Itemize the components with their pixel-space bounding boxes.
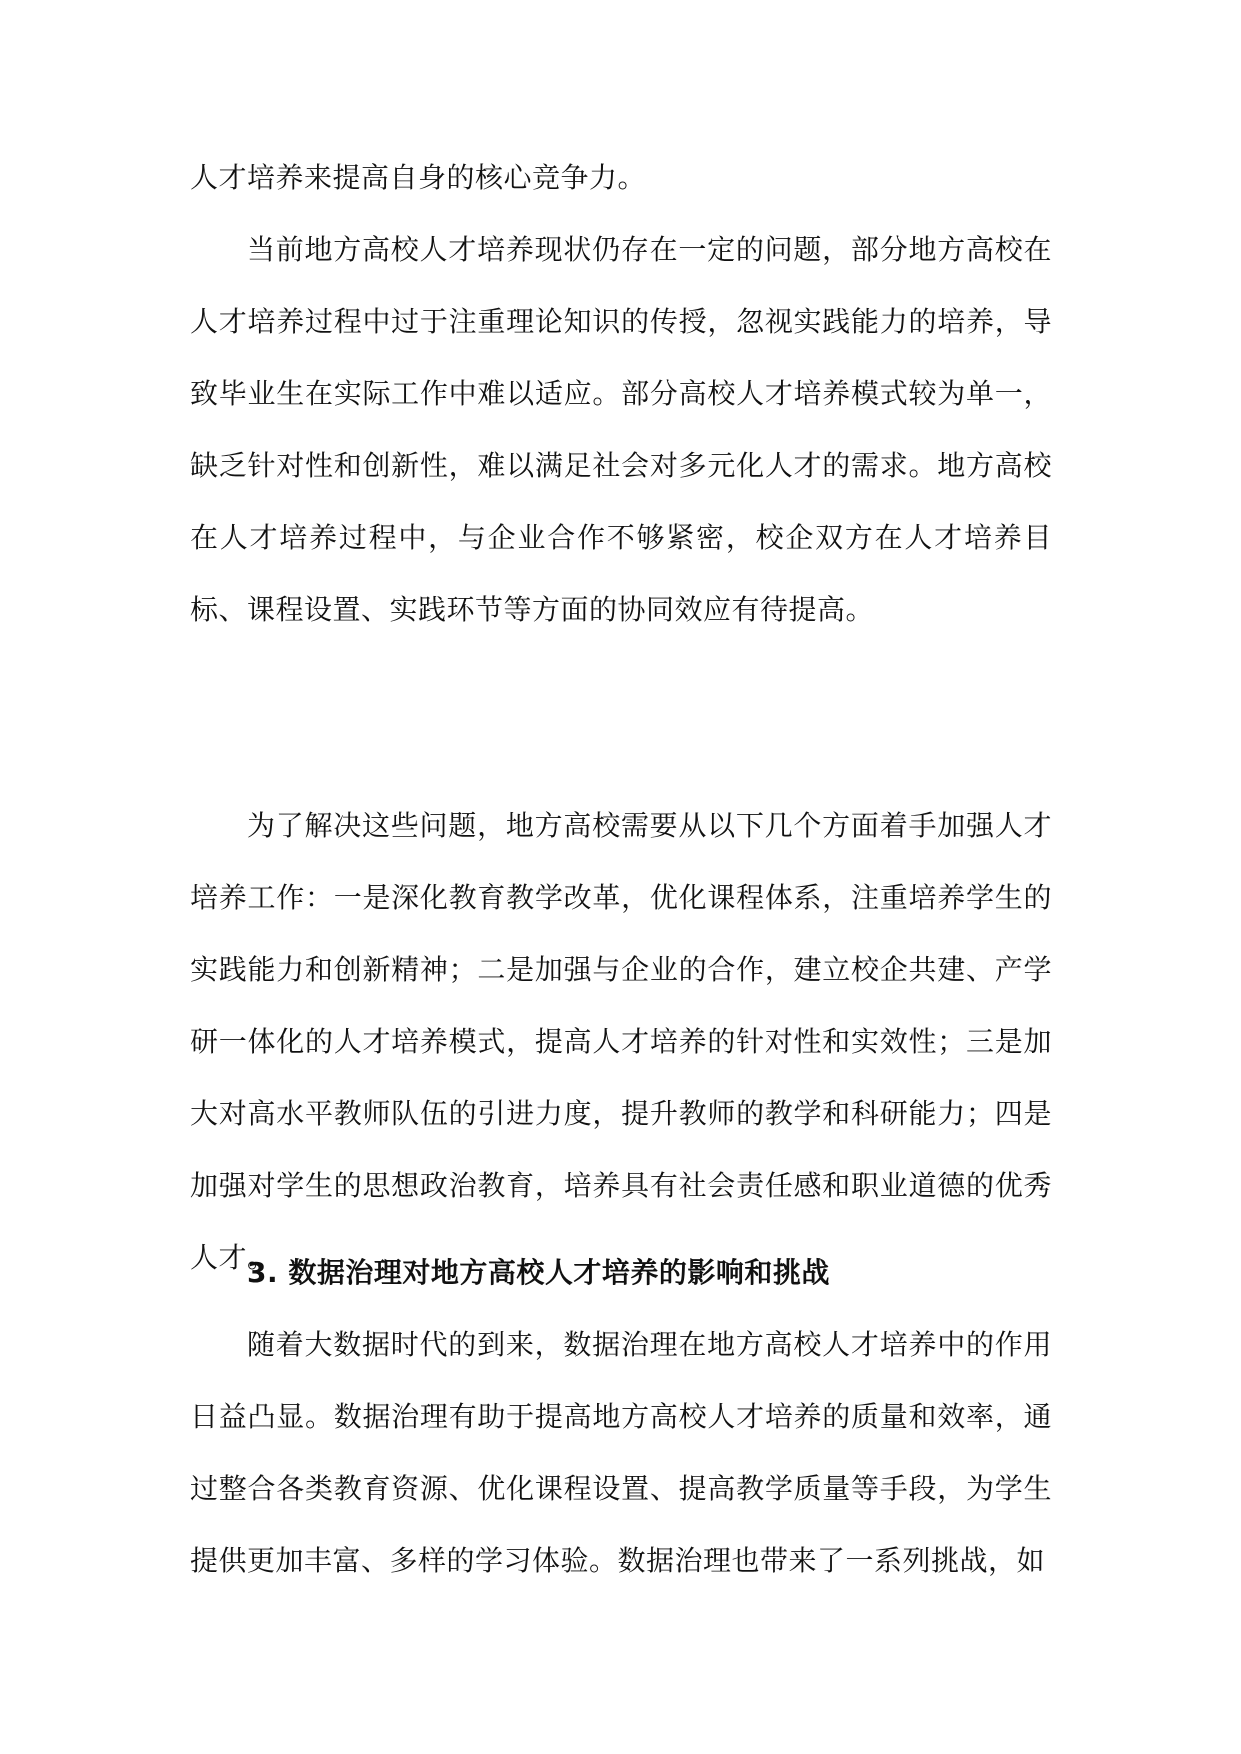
document-page	[190, 0, 1052, 1754]
paragraph-continuation: 人才培养来提高自身的核心竞争力。	[190, 161, 647, 194]
paragraph-current-status: 当前地方高校人才培养现状仍存在一定的问题，部分地方高校在人才培养过程中过于注重理论知识的传授，忽视实践能力的培养，导致毕业生在实际工作中难以适应。部分高校人才培养模式较为单一，缺乏针对性和创新性，难以满足社会对多元化人才的需求。地方高校在人才培养过程中，与企业合作不够紧密，校企双方在人才培养目标、课程设置、实践环节等方面的协同效应有待提高。	[190, 233, 1052, 626]
paragraph-data-governance: 随着大数据时代的到来，数据治理在地方高校人才培养中的作用日益凸显。数据治理有助于提高地方高校人才培养的质量和效率，通过整合各类教育资源、优化课程设置、提高教学质量等手段，为学生提供更加丰富、多样的学习体验。数据治理也带来了一系列挑战，如	[190, 1328, 1052, 1577]
section-heading: 3. 数据治理对地方高校人才培养的影响和挑战	[247, 1256, 830, 1289]
paragraph-solutions: 为了解决这些问题，地方高校需要从以下几个方面着手加强人才培养工作：一是深化教育教学改革，优化课程体系，注重培养学生的实践能力和创新精神；二是加强与企业的合作，建立校企共建、产学研一体化的人才培养模式，提高人才培养的针对性和实效性；三是加大对高水平教师队伍的引进力度，提升教师的教学和科研能力；四是加强对学生的思想政治教育，培养具有社会责任感和职业道德的优秀人才。	[190, 809, 1052, 1274]
